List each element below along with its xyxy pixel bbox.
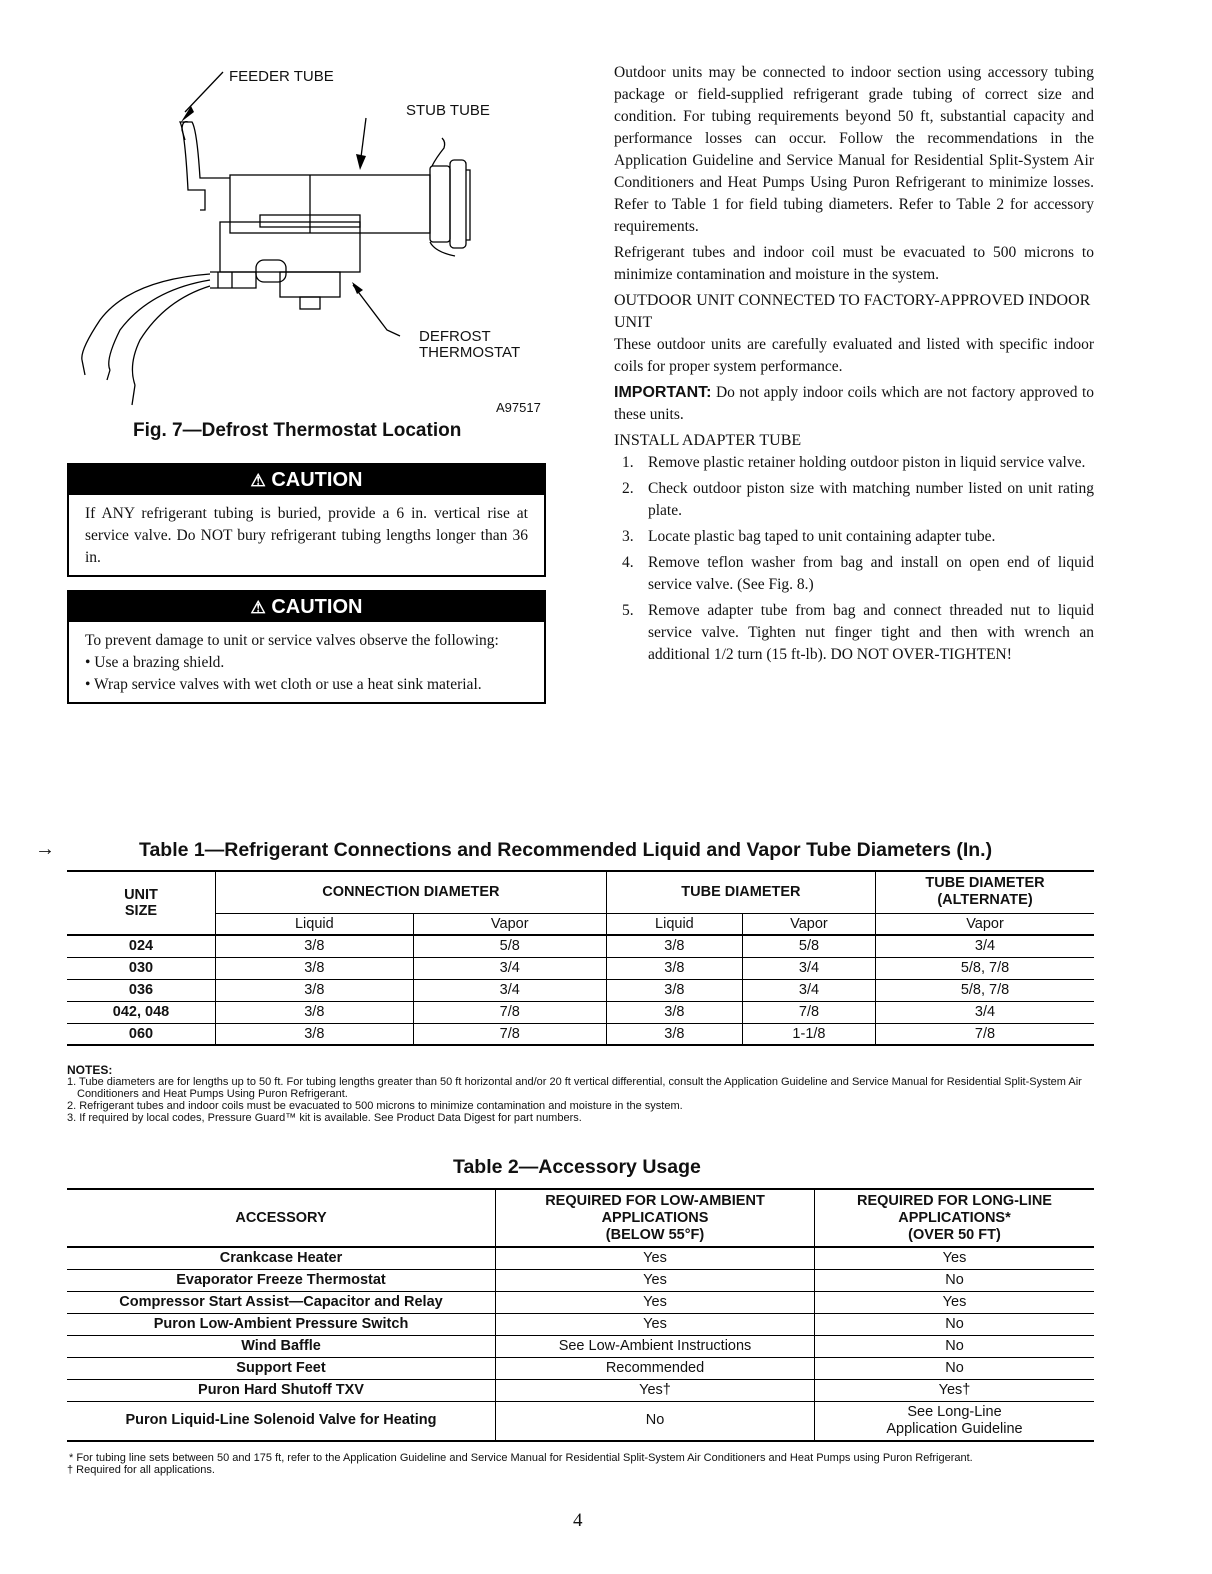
feeder-tube-label: FEEDER TUBE — [229, 68, 334, 85]
note-item: 2. Refrigerant tubes and indoor coils must be evacuated to 500 microns to minimize contamination and moisture in the system. — [67, 1100, 683, 1112]
caution-text: To prevent damage to unit or service valves observe the following: — [85, 632, 499, 649]
right-column — [614, 62, 1094, 670]
table-row: 036 3/8 3/4 3/8 3/4 5/8, 7/8 — [67, 979, 1094, 1001]
note-item: 3. If required by local codes, Pressure Guard™ kit is available. See Product Data Digest for part numbers. — [67, 1112, 582, 1124]
table-row: 060 3/8 7/8 3/8 1-1/8 7/8 — [67, 1023, 1094, 1045]
header-accessory: ACCESSORY — [67, 1189, 496, 1247]
subheader-vapor: Vapor — [413, 913, 606, 935]
table-row: Evaporator Freeze Thermostat Yes No — [67, 1269, 1094, 1291]
subheader-liquid: Liquid — [606, 913, 742, 935]
caution-header — [69, 592, 544, 622]
header-tube-diameter: TUBE DIAMETER — [606, 871, 875, 913]
caution-bullet: • Use a brazing shield. — [85, 654, 225, 671]
paragraph-evacuation: Refrigerant tubes and indoor coil must be evacuated to 500 microns to minimize contamination and moisture in the system. — [614, 244, 1094, 283]
table-row: Crankcase Heater Yes Yes — [67, 1247, 1094, 1269]
caution-heading: CAUTION — [271, 596, 363, 618]
caution-box-service-valves — [67, 590, 546, 704]
header-long-line-line3: (OVER 50 FT) — [908, 1226, 1001, 1243]
warning-triangle-icon: ⚠ — [250, 471, 266, 490]
important-text: Do not apply indoor coils which are not factory approved to these units. — [614, 384, 1094, 423]
adapter-steps-list — [614, 452, 1094, 666]
table-row: Compressor Start Assist—Capacitor and Relay Yes Yes — [67, 1291, 1094, 1313]
figure-id: A97517 — [496, 400, 541, 415]
list-item: 3. Locate plastic bag taped to unit containing adapter tube. — [622, 528, 996, 545]
table1-notes — [67, 1064, 1097, 1124]
header-connection-diameter: CONNECTION DIAMETER — [216, 871, 607, 913]
defrost-label-line1: DEFROST — [419, 328, 491, 345]
defrost-label-line2: THERMOSTAT — [419, 344, 521, 361]
figure-caption: Fig. 7—Defrost Thermostat Location — [133, 420, 462, 441]
refrigerant-connections-table — [67, 870, 1094, 1046]
table-row: Wind Baffle See Low-Ambient Instructions No — [67, 1335, 1094, 1357]
header-low-ambient-line3: (BELOW 55°F) — [605, 1226, 705, 1243]
important-label: IMPORTANT: — [614, 384, 712, 401]
subheader-vapor: Vapor — [966, 915, 1004, 932]
defrost-thermostat-figure — [60, 60, 550, 420]
table2-caption: Table 2—Accessory Usage — [453, 1156, 701, 1178]
warning-triangle-icon: ⚠ — [250, 598, 266, 617]
caution-text: If ANY refrigerant tubing is buried, provide a 6 in. vertical rise at service valve. Do NOT bury refrigerant tubing lengths longer than 36 in. — [85, 505, 528, 566]
table1-caption: Table 1—Refrigerant Connections and Recommended Liquid and Vapor Tube Diameters (In.) — [139, 839, 993, 861]
header-alt-line1: TUBE DIAMETER — [925, 875, 1045, 892]
table2-footnotes — [67, 1452, 1097, 1476]
header-low-ambient-line1: REQUIRED FOR LOW-AMBIENT — [545, 1192, 765, 1209]
table-row: Puron Hard Shutoff TXV Yes† Yes† — [67, 1379, 1094, 1401]
table-row: Puron Liquid-Line Solenoid Valve for Heating No See Long-Line Application Guideline — [67, 1401, 1094, 1441]
table-row: 024 3/8 5/8 3/8 5/8 3/4 — [67, 935, 1094, 957]
subheader-vapor: Vapor — [742, 913, 875, 935]
header-long-line-line2: APPLICATIONS* — [898, 1209, 1011, 1226]
table-row: Support Feet Recommended No — [67, 1357, 1094, 1379]
footnote-item: * For tubing line sets between 50 and 175 ft, refer to the Application Guideline and Service Manual for Residential Split-System Air Conditioners and Heat Pumps using Puron Refrigerant. — [69, 1452, 973, 1464]
list-item: 1. Remove plastic retainer holding outdoor piston in liquid service valve. — [622, 454, 1086, 471]
header-size: SIZE — [124, 903, 158, 919]
important-note — [614, 382, 1094, 426]
table-row: 030 3/8 3/4 3/8 3/4 5/8, 7/8 — [67, 957, 1094, 979]
page-number: 4 — [573, 1510, 583, 1531]
list-item: 4. Remove teflon washer from bag and install on open end of liquid service valve. (See Fig. 8.) — [622, 554, 1094, 593]
stub-tube-label: STUB TUBE — [406, 102, 490, 119]
accessory-usage-table — [67, 1188, 1094, 1442]
paragraph-tubing: Outdoor units may be connected to indoor section using accessory tubing package or field-supplied refrigerant grade tubing of correct size and condition. For tubing requirements beyond 50 ft, substantial capacity and performance losses can occur. Follow the recommendations in the Application Guideline and Service Manual for Residential Split-System Air Conditioners and Heat Pumps Using Puron Refrigerant to minimize losses. Refer to Table 1 for field tubing diameters. Refer to Table 2 for accessory requirements. — [614, 64, 1094, 235]
header-low-ambient-line2: APPLICATIONS — [601, 1209, 709, 1226]
caution-box-buried-tubing — [67, 463, 546, 577]
footnote-item: † Required for all applications. — [67, 1464, 215, 1476]
change-bar-arrow: → — [35, 838, 55, 860]
caution-header — [69, 465, 544, 495]
notes-title: NOTES: — [67, 1063, 113, 1077]
list-item: 2. Check outdoor piston size with matching number listed on unit rating plate. — [622, 480, 1094, 519]
table-row: Puron Low-Ambient Pressure Switch Yes No — [67, 1313, 1094, 1335]
header-long-line-line1: REQUIRED FOR LONG-LINE — [857, 1192, 1052, 1209]
header-alt-line2: (ALTERNATE) — [937, 892, 1033, 909]
table-row: 042, 048 3/8 7/8 3/8 7/8 3/4 — [67, 1001, 1094, 1023]
paragraph-listed-coils: These outdoor units are carefully evaluated and listed with specific indoor coils for proper system performance. — [614, 336, 1094, 375]
caution-heading: CAUTION — [271, 469, 363, 491]
note-item: 1. Tube diameters are for lengths up to 50 ft. For tubing lengths greater than 50 ft horizontal and/or 20 ft vertical differential, consult the Application Guideline and Service Manual for Residential Split-System Air Conditioners and Heat Pumps Using Puron Refrigerant. — [67, 1076, 1082, 1100]
header-unit: UNIT — [124, 887, 158, 903]
caution-bullet: • Wrap service valves with wet cloth or use a heat sink material. — [85, 676, 482, 693]
list-item: 5. Remove adapter tube from bag and connect threaded nut to liquid service valve. Tighten nut finger tight and then with wrench an additional 1/2 turn (15 ft-lb). DO NOT OVER-TIGHTEN! — [622, 602, 1094, 663]
subheader-liquid: Liquid — [216, 913, 414, 935]
section-heading-factory-approved: OUTDOOR UNIT CONNECTED TO FACTORY-APPROVED INDOOR UNIT — [614, 292, 1091, 331]
section-heading-adapter-tube: INSTALL ADAPTER TUBE — [614, 432, 802, 449]
